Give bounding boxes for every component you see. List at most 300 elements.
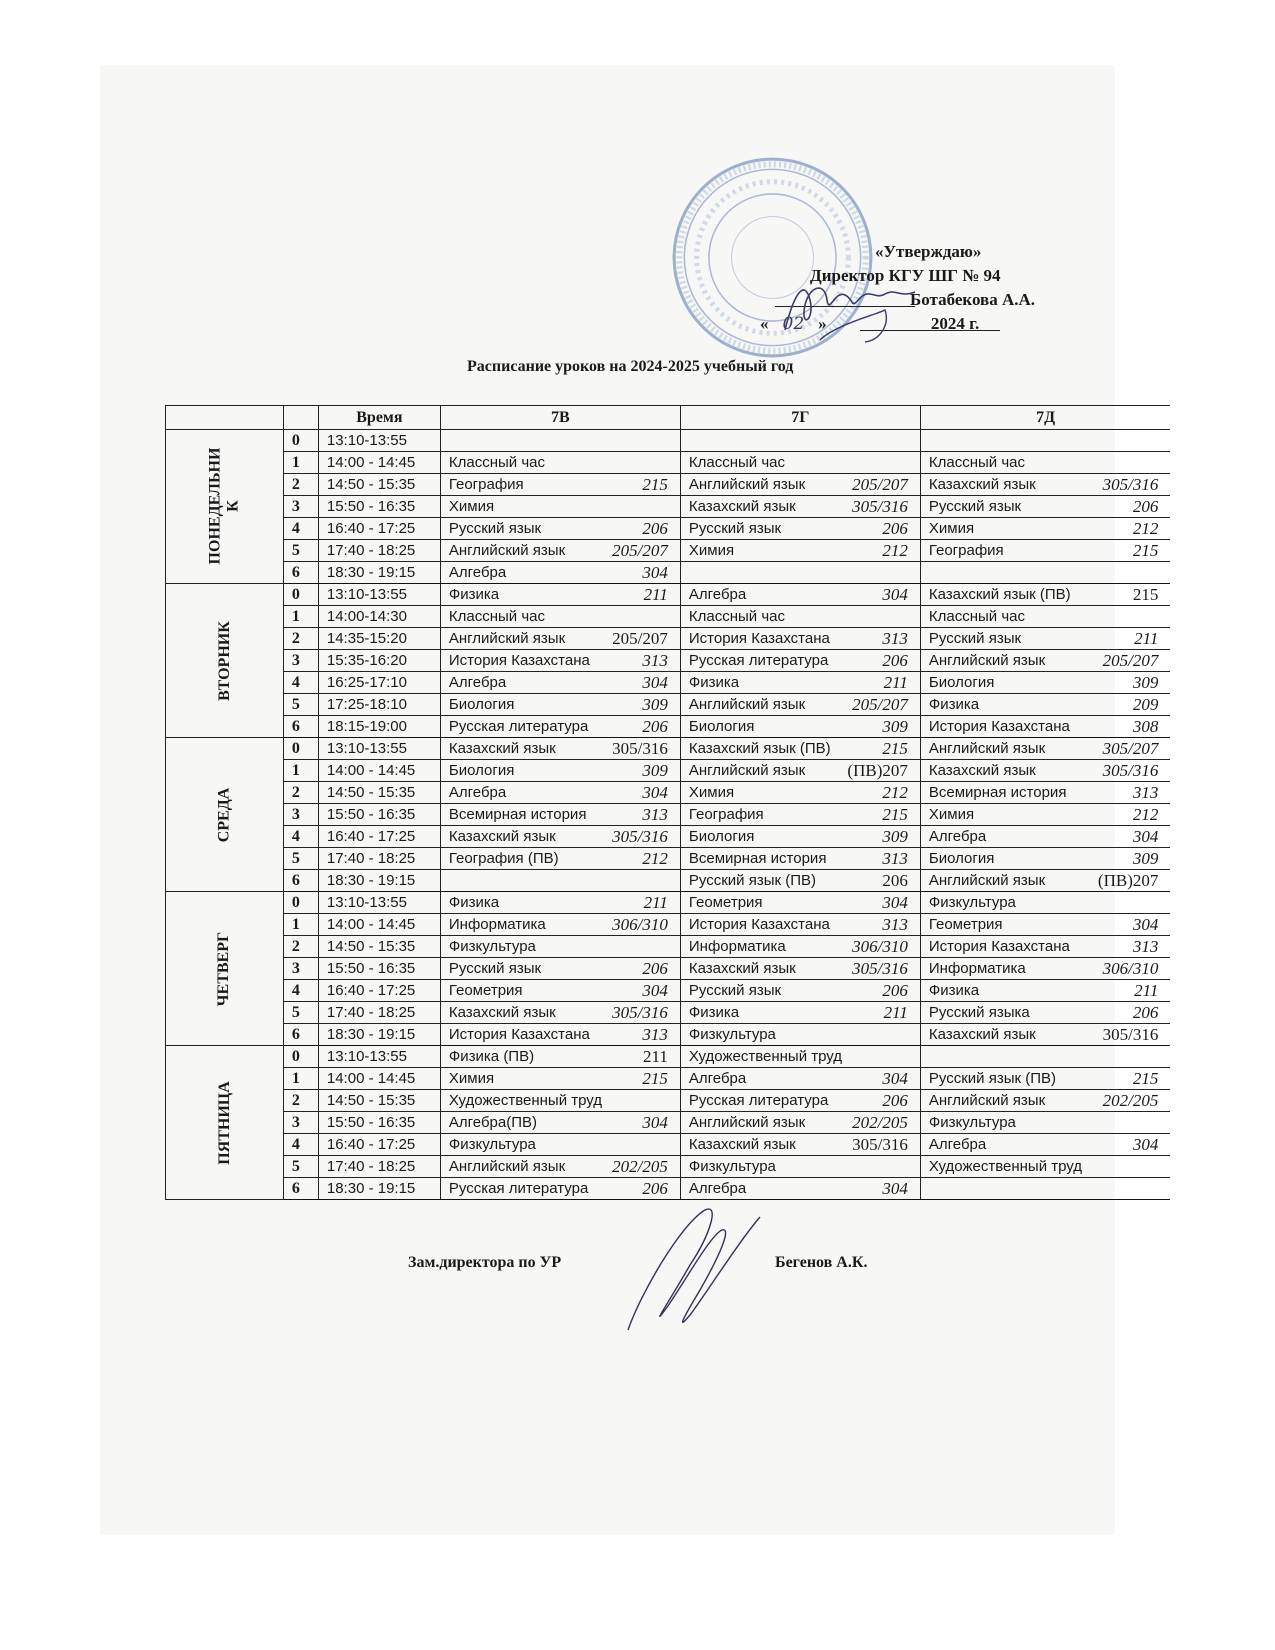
subject: Информатика bbox=[448, 916, 546, 933]
room-number: 305/316 bbox=[852, 1135, 908, 1154]
subject: Физика bbox=[928, 982, 980, 999]
day-label bbox=[166, 892, 284, 1046]
room-number: 206 bbox=[642, 519, 668, 538]
room-number: 306/310 bbox=[852, 937, 908, 956]
table-header-row bbox=[166, 406, 1171, 430]
lesson-time: 14:00 - 14:45 bbox=[318, 914, 440, 936]
subject: Английский язык bbox=[928, 872, 1046, 889]
subject: История Казахстана bbox=[448, 1026, 590, 1043]
lesson-time: 14:00 - 14:45 bbox=[318, 760, 440, 782]
room-number: (ПВ)207 bbox=[847, 761, 908, 780]
subject: Русский язык bbox=[448, 960, 542, 977]
subject: Русская литература bbox=[448, 718, 589, 735]
lesson-time: 16:40 - 17:25 bbox=[318, 1134, 440, 1156]
table-row bbox=[166, 1002, 1171, 1024]
lesson-number: 5 bbox=[283, 694, 318, 716]
lesson-cell bbox=[440, 694, 680, 716]
subject: Физкультура bbox=[928, 894, 1016, 911]
room-number: 206 bbox=[642, 717, 668, 736]
lesson-cell bbox=[440, 518, 680, 540]
deputy-position: Зам.директора по УР bbox=[408, 1254, 562, 1271]
subject: Русский язык (ПВ) bbox=[688, 872, 816, 889]
lesson-time: 18:30 - 19:15 bbox=[318, 1178, 440, 1200]
lesson-time: 14:50 - 15:35 bbox=[318, 1090, 440, 1112]
lesson-cell bbox=[920, 936, 1170, 958]
lesson-cell bbox=[680, 1156, 920, 1178]
lesson-cell bbox=[440, 540, 680, 562]
subject: Химия bbox=[688, 542, 735, 559]
table-row bbox=[166, 1024, 1171, 1046]
lesson-time: 17:40 - 18:25 bbox=[318, 1002, 440, 1024]
subject: Всемирная история bbox=[448, 806, 587, 823]
room-number: 304 bbox=[1132, 915, 1159, 934]
lesson-number: 2 bbox=[283, 1090, 318, 1112]
lesson-cell bbox=[680, 1090, 920, 1112]
table-row bbox=[166, 430, 1171, 452]
room-number: 202/205 bbox=[1102, 1091, 1159, 1110]
subject: География (ПВ) bbox=[448, 850, 559, 867]
room-number: 304 bbox=[1132, 827, 1159, 846]
lesson-cell bbox=[920, 584, 1170, 606]
subject: Английский язык bbox=[928, 652, 1046, 669]
lesson-time: 13:10-13:55 bbox=[318, 1046, 440, 1068]
lesson-number: 2 bbox=[283, 628, 318, 650]
room-number: (ПВ)207 bbox=[1097, 871, 1159, 890]
lesson-cell bbox=[680, 782, 920, 804]
room-number: 304 bbox=[642, 783, 668, 802]
room-number: 211 bbox=[883, 1003, 908, 1022]
day-label bbox=[166, 1046, 284, 1200]
subject: Всемирная история bbox=[688, 850, 827, 867]
lesson-cell bbox=[920, 914, 1170, 936]
lesson-cell bbox=[680, 672, 920, 694]
subject: Классный час bbox=[688, 454, 785, 471]
lesson-cell bbox=[680, 452, 920, 474]
lesson-cell bbox=[440, 936, 680, 958]
subject: История Казахстана bbox=[928, 718, 1070, 735]
lesson-cell bbox=[920, 1178, 1170, 1200]
lesson-time: 18:30 - 19:15 bbox=[318, 562, 440, 584]
lesson-cell bbox=[680, 694, 920, 716]
room-number: 305/207 bbox=[1102, 739, 1159, 758]
table-row bbox=[166, 1046, 1171, 1068]
room-number: 206 bbox=[882, 871, 908, 890]
lesson-cell bbox=[440, 452, 680, 474]
date-quote-open: « bbox=[760, 314, 769, 333]
lesson-cell bbox=[680, 1068, 920, 1090]
room-number: 205/207 bbox=[852, 475, 908, 494]
room-number: 205/207 bbox=[1102, 651, 1159, 670]
header-class-7d: 7Д bbox=[920, 406, 1170, 430]
lesson-number: 6 bbox=[283, 1024, 318, 1046]
subject: Алгебра bbox=[448, 784, 507, 801]
lesson-number: 5 bbox=[283, 1002, 318, 1024]
room-number: 202/205 bbox=[852, 1113, 908, 1132]
lesson-cell bbox=[680, 430, 920, 452]
lesson-cell bbox=[920, 474, 1170, 496]
subject: Русская литература bbox=[688, 652, 829, 669]
lesson-time: 17:25-18:10 bbox=[318, 694, 440, 716]
room-number: 212 bbox=[882, 783, 908, 802]
subject: Казахский язык bbox=[928, 1026, 1036, 1043]
room-number: 212 bbox=[1132, 805, 1159, 824]
subject: Биология bbox=[688, 718, 755, 735]
room-number: 313 bbox=[642, 805, 668, 824]
table-row bbox=[166, 804, 1171, 826]
room-number: 305/316 bbox=[1102, 761, 1159, 780]
lesson-cell bbox=[920, 958, 1170, 980]
header-number bbox=[283, 406, 318, 430]
lesson-time: 15:50 - 16:35 bbox=[318, 958, 440, 980]
subject: Физика (ПВ) bbox=[448, 1048, 535, 1065]
deputy-name: Бегенов А.К. bbox=[775, 1254, 868, 1271]
subject: Казахский язык bbox=[688, 1136, 796, 1153]
subject: Английский язык bbox=[928, 740, 1046, 757]
lesson-cell bbox=[680, 1046, 920, 1068]
subject: Английский язык bbox=[928, 1092, 1046, 1109]
room-number: 205/207 bbox=[612, 629, 668, 648]
lesson-cell bbox=[440, 1068, 680, 1090]
lesson-time: 17:40 - 18:25 bbox=[318, 540, 440, 562]
room-number: 304 bbox=[882, 1179, 908, 1198]
subject: Алгебра(ПВ) bbox=[448, 1114, 537, 1131]
table-row bbox=[166, 848, 1171, 870]
lesson-cell bbox=[440, 496, 680, 518]
lesson-cell bbox=[680, 1178, 920, 1200]
lesson-cell bbox=[440, 870, 680, 892]
subject: Геометрия bbox=[928, 916, 1003, 933]
subject: История Казахстана bbox=[928, 938, 1070, 955]
lesson-number: 3 bbox=[283, 1112, 318, 1134]
room-number: 215 bbox=[882, 805, 908, 824]
lesson-number: 2 bbox=[283, 474, 318, 496]
lesson-cell bbox=[440, 760, 680, 782]
subject: Физкультура bbox=[688, 1026, 776, 1043]
lesson-cell bbox=[680, 936, 920, 958]
lesson-cell bbox=[680, 1002, 920, 1024]
room-number: 206 bbox=[1132, 497, 1159, 516]
room-number: 215 bbox=[882, 739, 908, 758]
subject: Физкультура bbox=[928, 1114, 1016, 1131]
lesson-cell bbox=[680, 826, 920, 848]
lesson-cell bbox=[920, 1090, 1170, 1112]
subject: Казахский язык bbox=[688, 498, 796, 515]
subject: Алгебра bbox=[688, 586, 747, 603]
table-row bbox=[166, 474, 1171, 496]
day-name bbox=[215, 788, 233, 843]
table-row bbox=[166, 1068, 1171, 1090]
lesson-cell bbox=[680, 496, 920, 518]
table-row bbox=[166, 826, 1171, 848]
room-number: 313 bbox=[642, 1025, 668, 1044]
subject: Английский язык bbox=[688, 762, 806, 779]
lesson-time: 16:40 - 17:25 bbox=[318, 518, 440, 540]
lesson-time: 16:25-17:10 bbox=[318, 672, 440, 694]
lesson-time: 14:50 - 15:35 bbox=[318, 782, 440, 804]
lesson-cell bbox=[680, 650, 920, 672]
lesson-cell bbox=[920, 452, 1170, 474]
room-number: 309 bbox=[882, 717, 908, 736]
lesson-number: 6 bbox=[283, 716, 318, 738]
table-row bbox=[166, 760, 1171, 782]
subject: Классный час bbox=[928, 608, 1025, 625]
room-number: 215 bbox=[1132, 541, 1159, 560]
deputy-signature bbox=[620, 1205, 770, 1335]
lesson-time: 13:10-13:55 bbox=[318, 584, 440, 606]
subject: Русский язык bbox=[688, 982, 782, 999]
lesson-time: 15:50 - 16:35 bbox=[318, 804, 440, 826]
room-number: 206 bbox=[642, 1179, 668, 1198]
subject: Русский язык bbox=[928, 630, 1022, 647]
room-number: 305/316 bbox=[612, 1003, 668, 1022]
room-number: 205/207 bbox=[852, 695, 908, 714]
room-number: 212 bbox=[882, 541, 908, 560]
room-number: 305/316 bbox=[612, 739, 668, 758]
subject: Физкультура bbox=[448, 1136, 536, 1153]
subject: Казахский язык bbox=[928, 476, 1036, 493]
lesson-time: 14:35-15:20 bbox=[318, 628, 440, 650]
lesson-cell bbox=[440, 1112, 680, 1134]
approve-label: «Утверждаю» bbox=[875, 242, 982, 261]
lesson-time: 13:10-13:55 bbox=[318, 738, 440, 760]
room-number: 304 bbox=[882, 893, 908, 912]
lesson-cell bbox=[680, 1024, 920, 1046]
lesson-cell bbox=[920, 826, 1170, 848]
page-title: Расписание уроков на 2024-2025 учебный год bbox=[467, 358, 794, 375]
subject: Классный час bbox=[688, 608, 785, 625]
room-number: 211 bbox=[643, 585, 668, 604]
room-number: 215 bbox=[642, 1069, 668, 1088]
room-number: 206 bbox=[882, 519, 908, 538]
lesson-cell bbox=[920, 694, 1170, 716]
subject: Русский язык bbox=[688, 520, 782, 537]
date-quote-close: » bbox=[818, 314, 827, 333]
subject: Английский язык bbox=[688, 696, 806, 713]
lesson-time: 17:40 - 18:25 bbox=[318, 848, 440, 870]
lesson-time: 13:10-13:55 bbox=[318, 430, 440, 452]
lesson-number: 6 bbox=[283, 562, 318, 584]
lesson-cell bbox=[920, 606, 1170, 628]
lesson-number: 5 bbox=[283, 540, 318, 562]
lesson-cell bbox=[440, 980, 680, 1002]
room-number: 212 bbox=[1132, 519, 1159, 538]
subject: Казахский язык (ПВ) bbox=[688, 740, 831, 757]
lesson-cell bbox=[920, 1134, 1170, 1156]
lesson-time: 16:40 - 17:25 bbox=[318, 826, 440, 848]
room-number: 209 bbox=[1132, 695, 1159, 714]
room-number: 308 bbox=[1132, 717, 1159, 736]
room-number: 202/205 bbox=[612, 1157, 668, 1176]
lesson-cell bbox=[920, 848, 1170, 870]
subject: Английский язык bbox=[688, 1114, 806, 1131]
lesson-number: 0 bbox=[283, 892, 318, 914]
lesson-time: 14:50 - 15:35 bbox=[318, 936, 440, 958]
lesson-cell bbox=[920, 518, 1170, 540]
room-number: 313 bbox=[1132, 937, 1159, 956]
day-name bbox=[215, 1081, 233, 1165]
room-number: 309 bbox=[642, 695, 668, 714]
lesson-cell bbox=[920, 628, 1170, 650]
lesson-number: 1 bbox=[283, 914, 318, 936]
subject: Алгебра bbox=[928, 1136, 987, 1153]
subject: Биология bbox=[688, 828, 755, 845]
lesson-cell bbox=[920, 1112, 1170, 1134]
table-row bbox=[166, 782, 1171, 804]
room-number: 205/207 bbox=[612, 541, 668, 560]
day-name-line: К bbox=[224, 500, 242, 512]
director-name: Ботабекова А.А. bbox=[910, 290, 1036, 309]
room-number: 206 bbox=[882, 651, 908, 670]
room-number: 309 bbox=[1132, 673, 1159, 692]
room-number: 206 bbox=[882, 981, 908, 1000]
lesson-cell bbox=[440, 914, 680, 936]
lesson-cell bbox=[680, 584, 920, 606]
lesson-cell bbox=[440, 1178, 680, 1200]
subject: Английский язык bbox=[448, 630, 566, 647]
lesson-cell bbox=[920, 870, 1170, 892]
lesson-cell bbox=[920, 650, 1170, 672]
lesson-cell bbox=[920, 738, 1170, 760]
table-row bbox=[166, 628, 1171, 650]
subject: Химия bbox=[448, 498, 495, 515]
table-row bbox=[166, 1134, 1171, 1156]
lesson-time: 15:50 - 16:35 bbox=[318, 496, 440, 518]
lesson-time: 17:40 - 18:25 bbox=[318, 1156, 440, 1178]
lesson-cell bbox=[440, 716, 680, 738]
lesson-cell bbox=[440, 1046, 680, 1068]
lesson-cell bbox=[440, 804, 680, 826]
lesson-cell bbox=[920, 782, 1170, 804]
lesson-cell bbox=[920, 1156, 1170, 1178]
room-number: 211 bbox=[1134, 629, 1159, 648]
subject: Биология bbox=[928, 850, 995, 867]
subject: Биология bbox=[448, 696, 515, 713]
subject: Биология bbox=[928, 674, 995, 691]
room-number: 305/316 bbox=[612, 827, 668, 846]
subject: Классный час bbox=[448, 608, 545, 625]
lesson-cell bbox=[440, 430, 680, 452]
lesson-cell bbox=[440, 782, 680, 804]
lesson-number: 0 bbox=[283, 430, 318, 452]
header-day bbox=[166, 406, 284, 430]
subject: Казахский язык bbox=[928, 762, 1036, 779]
day-label bbox=[166, 738, 284, 892]
lesson-time: 14:50 - 15:35 bbox=[318, 474, 440, 496]
lesson-cell bbox=[680, 848, 920, 870]
subject: Казахский язык bbox=[448, 828, 556, 845]
room-number: 211 bbox=[1134, 981, 1159, 1000]
lesson-number: 1 bbox=[283, 606, 318, 628]
table-row bbox=[166, 980, 1171, 1002]
lesson-cell bbox=[920, 496, 1170, 518]
subject: Всемирная история bbox=[928, 784, 1067, 801]
room-number: 206 bbox=[882, 1091, 908, 1110]
subject: Алгебра bbox=[928, 828, 987, 845]
lesson-cell bbox=[440, 628, 680, 650]
subject: Казахский язык bbox=[448, 1004, 556, 1021]
room-number: 211 bbox=[643, 893, 668, 912]
room-number: 309 bbox=[882, 827, 908, 846]
room-number: 313 bbox=[1132, 783, 1159, 802]
subject: Физика bbox=[688, 1004, 740, 1021]
subject: Русский язык bbox=[448, 520, 542, 537]
day-name-line: ПОНЕДЕЛЬНИ bbox=[206, 447, 224, 565]
room-number: 313 bbox=[642, 651, 668, 670]
day-label bbox=[166, 430, 284, 584]
lesson-number: 1 bbox=[283, 452, 318, 474]
date-year: 2024 г. bbox=[930, 314, 980, 333]
table-row bbox=[166, 870, 1171, 892]
lesson-cell bbox=[680, 804, 920, 826]
lesson-time: 18:30 - 19:15 bbox=[318, 1024, 440, 1046]
lesson-cell bbox=[680, 1134, 920, 1156]
lesson-cell bbox=[680, 958, 920, 980]
room-number: 304 bbox=[1132, 1135, 1159, 1154]
table-row bbox=[166, 694, 1171, 716]
day-name-line: ПЯТНИЦА bbox=[215, 1081, 233, 1165]
lesson-cell bbox=[680, 716, 920, 738]
subject: Физика bbox=[688, 674, 740, 691]
lesson-cell bbox=[680, 540, 920, 562]
header-time: Время bbox=[318, 406, 440, 430]
lesson-number: 4 bbox=[283, 826, 318, 848]
room-number: 304 bbox=[642, 981, 668, 1000]
lesson-cell bbox=[920, 760, 1170, 782]
lesson-cell bbox=[680, 980, 920, 1002]
lesson-cell bbox=[440, 738, 680, 760]
table-row bbox=[166, 672, 1171, 694]
schedule-table bbox=[165, 405, 1170, 1200]
lesson-number: 6 bbox=[283, 1178, 318, 1200]
table-row bbox=[166, 1156, 1171, 1178]
room-number: 206 bbox=[642, 959, 668, 978]
lesson-number: 4 bbox=[283, 518, 318, 540]
lesson-cell bbox=[680, 892, 920, 914]
table-row bbox=[166, 958, 1171, 980]
lesson-time: 18:15-19:00 bbox=[318, 716, 440, 738]
table-row bbox=[166, 738, 1171, 760]
lesson-cell bbox=[440, 474, 680, 496]
lesson-cell bbox=[920, 716, 1170, 738]
lesson-number: 5 bbox=[283, 848, 318, 870]
day-name-line: ВТОРНИК bbox=[215, 621, 233, 701]
room-number: 305/316 bbox=[1102, 475, 1159, 494]
lesson-cell bbox=[680, 738, 920, 760]
lesson-number: 3 bbox=[283, 650, 318, 672]
room-number: 309 bbox=[1132, 849, 1159, 868]
lesson-number: 0 bbox=[283, 1046, 318, 1068]
lesson-cell bbox=[440, 650, 680, 672]
lesson-number: 3 bbox=[283, 958, 318, 980]
lesson-number: 3 bbox=[283, 496, 318, 518]
lesson-cell bbox=[440, 1024, 680, 1046]
subject: Геометрия bbox=[688, 894, 763, 911]
subject: Информатика bbox=[688, 938, 786, 955]
table-row bbox=[166, 914, 1171, 936]
table-row bbox=[166, 562, 1171, 584]
lesson-cell bbox=[920, 804, 1170, 826]
room-number: 215 bbox=[1132, 585, 1159, 604]
subject: Художественный труд bbox=[688, 1048, 843, 1065]
lesson-time: 15:35-16:20 bbox=[318, 650, 440, 672]
lesson-time: 18:30 - 19:15 bbox=[318, 870, 440, 892]
subject: География bbox=[448, 476, 524, 493]
lesson-number: 0 bbox=[283, 738, 318, 760]
subject: Русский языка bbox=[928, 1004, 1030, 1021]
lesson-cell bbox=[920, 430, 1170, 452]
lesson-number: 1 bbox=[283, 760, 318, 782]
lesson-cell bbox=[440, 1156, 680, 1178]
